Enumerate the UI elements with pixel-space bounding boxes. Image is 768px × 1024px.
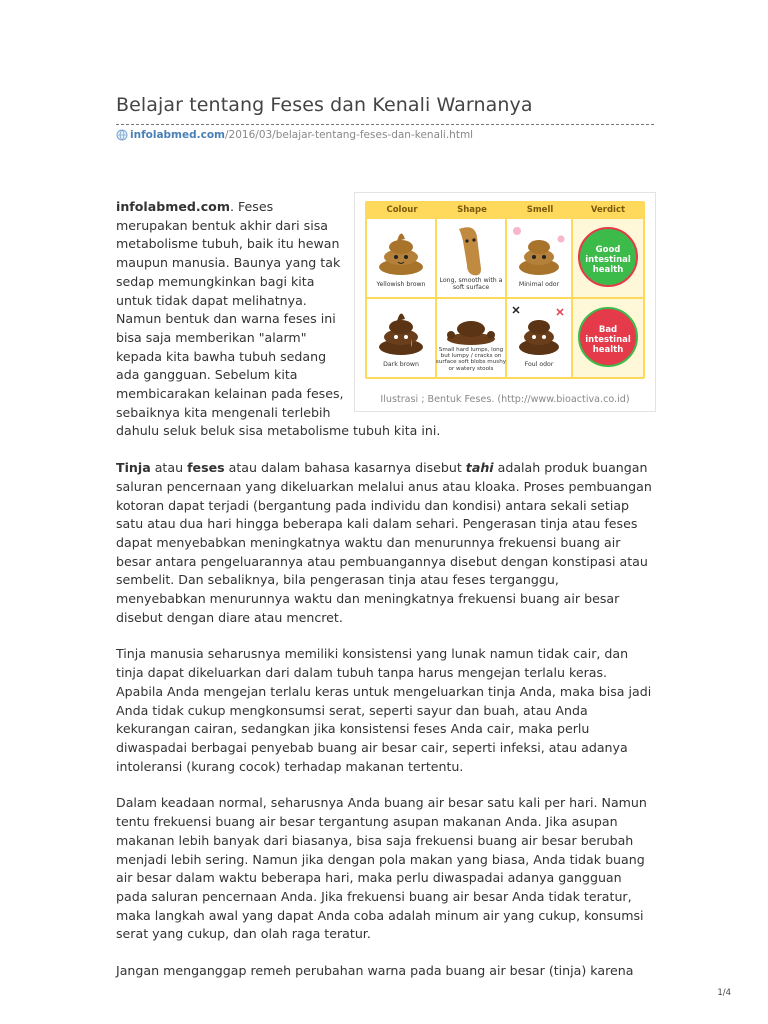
paragraph-color-warning: Jangan menganggap remeh perubahan warna pada buang air besar (tinja) karena <box>116 963 634 979</box>
cell-verdict-bad <box>573 299 643 377</box>
cell-shape-bad <box>437 299 505 377</box>
caption-foul-odor: Foul odor <box>524 361 554 368</box>
header-shape: Shape <box>457 205 487 215</box>
minimal-odor-stool-icon <box>507 219 571 279</box>
paragraph-frequency: Dalam keadaan normal, seharusnya Anda buang air besar satu kali per hari. Namun tentu frekuensi buang air besar tergantung asupan makanan Anda. Jika asupan makanan lebih banyak dari biasanya, bisa saja frekuensi buang air besar berubah menjadi lebih sering. Namun jika dengan pola makan yang biasa, Anda tidak buang air besar dalam waktu beberapa hari, maka perlu diwaspadai adanya gangguan pada saluran pencernaan Anda. Jika frekuensi buang air besar Anda tidak teratur, maka langkah awal yang dapat Anda coba adalah minum air yang cukup, konsumsi serat yang cukup, dan olah raga teratur. <box>116 795 647 942</box>
paragraph-consistency: Tinja manusia seharusnya memiliki konsistensi yang lunak namun tidak cair, dan tinja dapat dikeluarkan dari dalam tubuh tanpa harus mengejan terlalu keras. Apabila Anda mengejan terlalu keras untuk mengeluarkan tinja Anda, maka bisa jadi Anda tidak cukup mengkonsumsi serat, seperti sayur dan buah, atau Anda kekurangan cairan, sedangkan jika konsistensi feses Anda cair, maka perlu diwaspadai berbagai penyebab buang air besar cair, seperti infeksi, atau adanya intoleransi (kurang cocok) terhadap makanan tertentu. <box>116 646 652 774</box>
lumpy-stool-icon <box>437 299 505 349</box>
stool-chart-figure <box>354 192 656 412</box>
term-feses: feses <box>187 460 225 476</box>
caption-dark-brown: Dark brown <box>383 361 419 368</box>
source-path[interactable]: /2016/03/belajar-tentang-feses-dan-kenali.html <box>225 129 474 141</box>
cell-colour-bad <box>367 299 435 377</box>
cell-verdict-good <box>573 219 643 297</box>
verdict-good-text: Good intestinal health <box>585 245 631 275</box>
verdict-bad-text: Bad intestinal health <box>585 325 631 355</box>
foul-odor-stool-icon <box>507 299 571 359</box>
cell-shape-good <box>437 219 505 297</box>
intro-text: . Feses merupakan bentuk akhir dari sisa metabolisme tubuh, baik itu hewan maupun manusia. Baunya yang tak sedap memungkinkan bagi kita untuk tidak dapat melihatnya. Namun bentuk dan warna feses ini bisa saja memberikan "alarm" kepada kita bawha tubuh sedang ada gangguan. Sebelum kita membicarakan kelainan pada feses, sebaiknya kita mengenali terlebih dahulu seluk beluk sisa metabolisme tubuh kita ini. <box>116 199 441 439</box>
stool-chart <box>365 201 645 379</box>
figure-caption: Ilustrasi ; Bentuk Feses. (http://www.bioactiva.co.id) <box>380 394 630 405</box>
caption-long-smooth: Long, smooth with a soft surface <box>439 277 503 291</box>
title-divider <box>116 124 654 125</box>
caption-lumpy: Small hard lumps, long but lumpy / cracks on surface soft blobs mushy or watery stools <box>435 347 507 372</box>
article-body <box>116 198 652 999</box>
page-number: 1/4 <box>717 988 731 998</box>
globe-icon <box>116 129 128 141</box>
dark-stool-icon <box>367 299 435 359</box>
source-url[interactable] <box>116 128 473 142</box>
term-tahi: tahi <box>465 460 494 476</box>
header-verdict: Verdict <box>590 205 626 215</box>
yellowish-stool-icon <box>367 219 435 279</box>
cell-smell-good <box>507 219 571 297</box>
caption-minimal-odor: Minimal odor <box>518 281 560 288</box>
intro-lead: infolabmed.com <box>116 199 230 214</box>
def-text-3: adalah produk buangan saluran pencernaan yang dikeluarkan melalui anus atau kloaka. Proses pembuangan kotoran dapat terjadi (bergantung pada individu dan kondisi) antara sekali setiap satu atau dua hari hingga beberapa kali dalam sehari. Pengerasan tinja atau feses dapat menyebabkan meningkatnya waktu dan menurunnya frekuensi buang air besar antara pengeluarannya atau pembuangannya disebut dengan konstipasi atau sembelit. Dan sebaliknya, bila pengerasan tinja atau feses terganggu, menyebabkan menurunnya waktu dan meningkatnya frekuensi buang air besar disebut dengan diare atau mencret. <box>116 460 652 625</box>
cell-colour-good <box>367 219 435 297</box>
term-tinja: Tinja <box>116 460 151 476</box>
long-stool-icon <box>437 219 505 279</box>
cell-smell-bad <box>507 299 571 377</box>
source-domain[interactable]: infolabmed.com <box>130 129 226 141</box>
caption-yellowish-brown: Yellowish brown <box>376 281 426 288</box>
header-colour: Colour <box>386 205 418 215</box>
def-text-1: atau <box>150 460 188 476</box>
page-title: Belajar tentang Feses dan Kenali Warnanya <box>116 94 533 116</box>
header-smell: Smell <box>526 205 554 215</box>
def-text-2: atau dalam bahasa kasarnya disebut <box>224 460 466 476</box>
paragraph-definition <box>116 459 652 627</box>
